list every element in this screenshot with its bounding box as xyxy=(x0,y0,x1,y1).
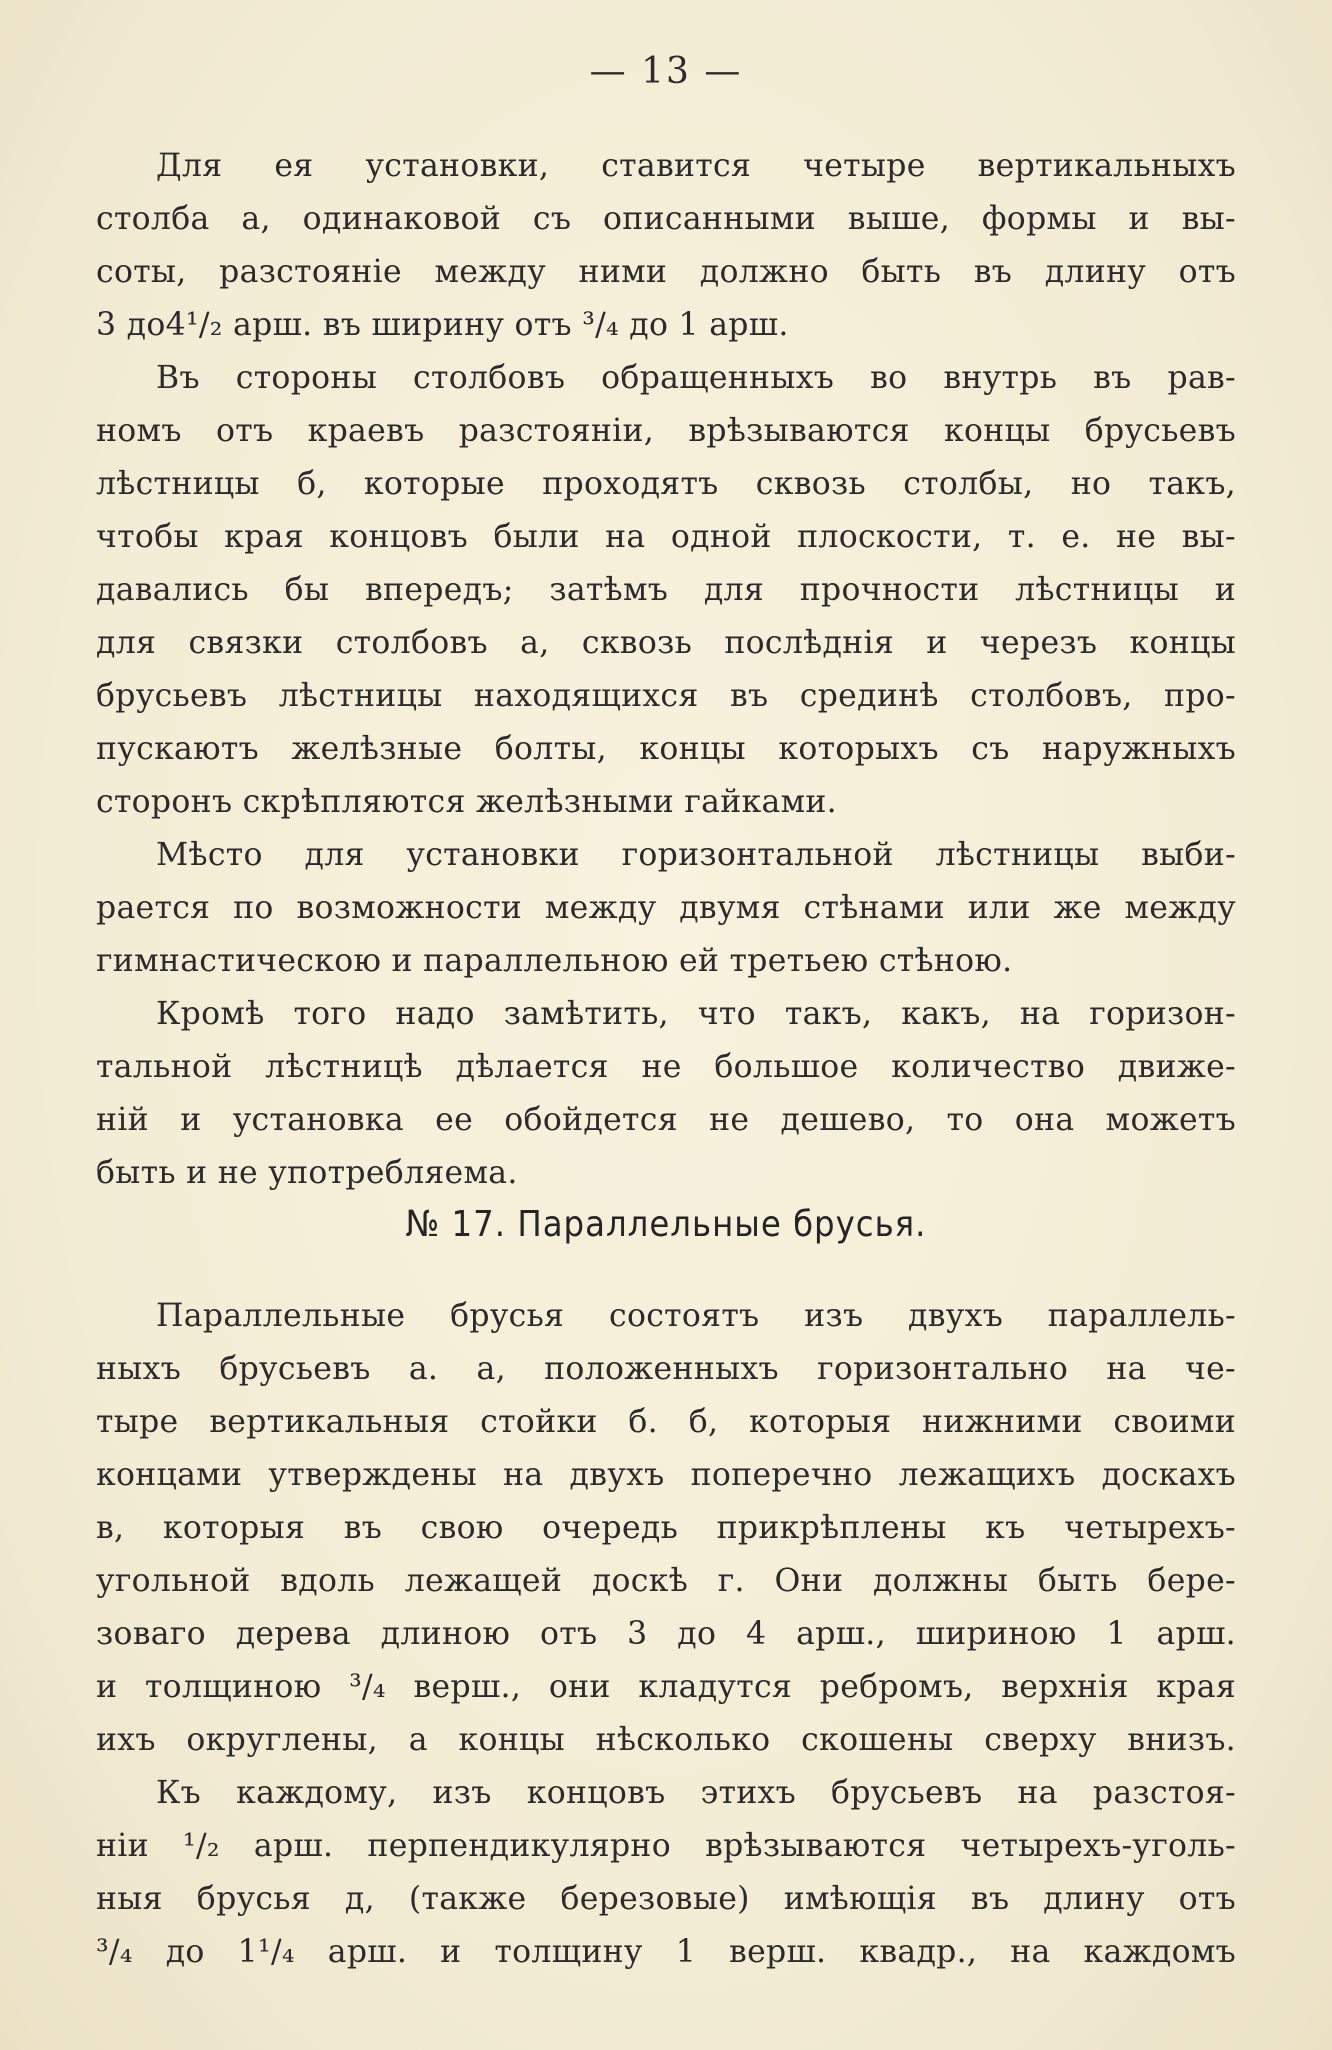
text-line: тальной лѣстницѣ дѣлается не большое количество движе- xyxy=(96,1049,1236,1085)
text-line: рается по возможности между двумя стѣнами или же между xyxy=(96,890,1236,926)
text-line: сторонъ скрѣпляются желѣзными гайками. xyxy=(96,784,837,820)
text-line: Мѣсто для установки горизонтальной лѣстницы выби- xyxy=(156,837,1236,873)
text-line: пускаютъ желѣзные болты, концы которыхъ съ наружныхъ xyxy=(96,731,1236,767)
text-line: гимнастическою и параллельною ей третьею стѣною. xyxy=(96,943,1013,979)
text-line: Къ каждому, изъ концовъ этихъ брусьевъ на разстоя- xyxy=(156,1775,1236,1811)
section-heading: № 17. Параллельные брусья. xyxy=(405,1204,927,1245)
text-block-lower xyxy=(96,1290,1236,1979)
text-line: и толщиною ³/₄ верш., они кладутся ребромъ, верхнія края xyxy=(96,1669,1236,1705)
text-line: ³/₄ до 1¹/₄ арш. и толщину 1 верш. квадр., на каждомъ xyxy=(96,1934,1236,1970)
text-line: лѣстницы б, которые проходятъ сквозь столбы, но такъ, xyxy=(96,466,1236,502)
text-block-upper xyxy=(96,140,1236,1200)
text-line: Кромѣ того надо замѣтить, что такъ, какъ, на горизон- xyxy=(156,996,1236,1032)
text-line: столба а, одинаковой съ описанными выше, формы и вы- xyxy=(96,201,1236,237)
text-line: ніи ¹/₂ арш. перпендикулярно врѣзываются четырехъ-уголь- xyxy=(96,1828,1236,1864)
text-line: Для ея установки, ставится четыре вертикальныхъ xyxy=(156,148,1236,184)
text-line: ныхъ брусьевъ а. а, положенныхъ горизонтально на че- xyxy=(96,1351,1236,1387)
text-line: тыре вертикальныя стойки б. б, которыя нижними своими xyxy=(96,1404,1236,1440)
text-line: быть и не употребляема. xyxy=(96,1155,518,1191)
text-line: номъ отъ краевъ разстояніи, врѣзываются концы брусьевъ xyxy=(96,413,1236,449)
text-line: Параллельные брусья состоятъ изъ двухъ параллель- xyxy=(156,1298,1236,1334)
text-line: в, которыя въ свою очередь прикрѣплены къ четырехъ- xyxy=(96,1510,1236,1546)
text-line: ній и установка ее обойдется не дешево, то она можетъ xyxy=(96,1102,1236,1138)
text-line: концами утверждены на двухъ поперечно лежащихъ доскахъ xyxy=(96,1457,1236,1493)
text-line: брусьевъ лѣстницы находящихся въ срединѣ столбовъ, про- xyxy=(96,678,1236,714)
text-line: зоваго дерева длиною отъ 3 до 4 арш., шириною 1 арш. xyxy=(96,1616,1236,1652)
text-line: давались бы впередъ; затѣмъ для прочности лѣстницы и xyxy=(96,572,1236,608)
text-line: ихъ округлены, а концы нѣсколько скошены сверху внизъ. xyxy=(96,1722,1236,1758)
text-line: Въ стороны столбовъ обращенныхъ во внутрь въ рав- xyxy=(156,360,1236,396)
text-line: для связки столбовъ а, сквозь послѣднія и черезъ концы xyxy=(96,625,1236,661)
text-line: 3 до4¹/₂ арш. въ ширину отъ ³/₄ до 1 арш. xyxy=(96,307,789,343)
text-line: чтобы края концовъ были на одной плоскости, т. е. не вы- xyxy=(96,519,1236,555)
text-line: ныя брусья д, (также березовые) имѣющія въ длину отъ xyxy=(96,1881,1236,1917)
page-number: — 13 — xyxy=(589,51,743,92)
text-line: угольной вдоль лежащей доскѣ г. Они должны быть бере- xyxy=(96,1563,1236,1599)
text-line: соты, разстояніе между ними должно быть въ длину отъ xyxy=(96,254,1236,290)
